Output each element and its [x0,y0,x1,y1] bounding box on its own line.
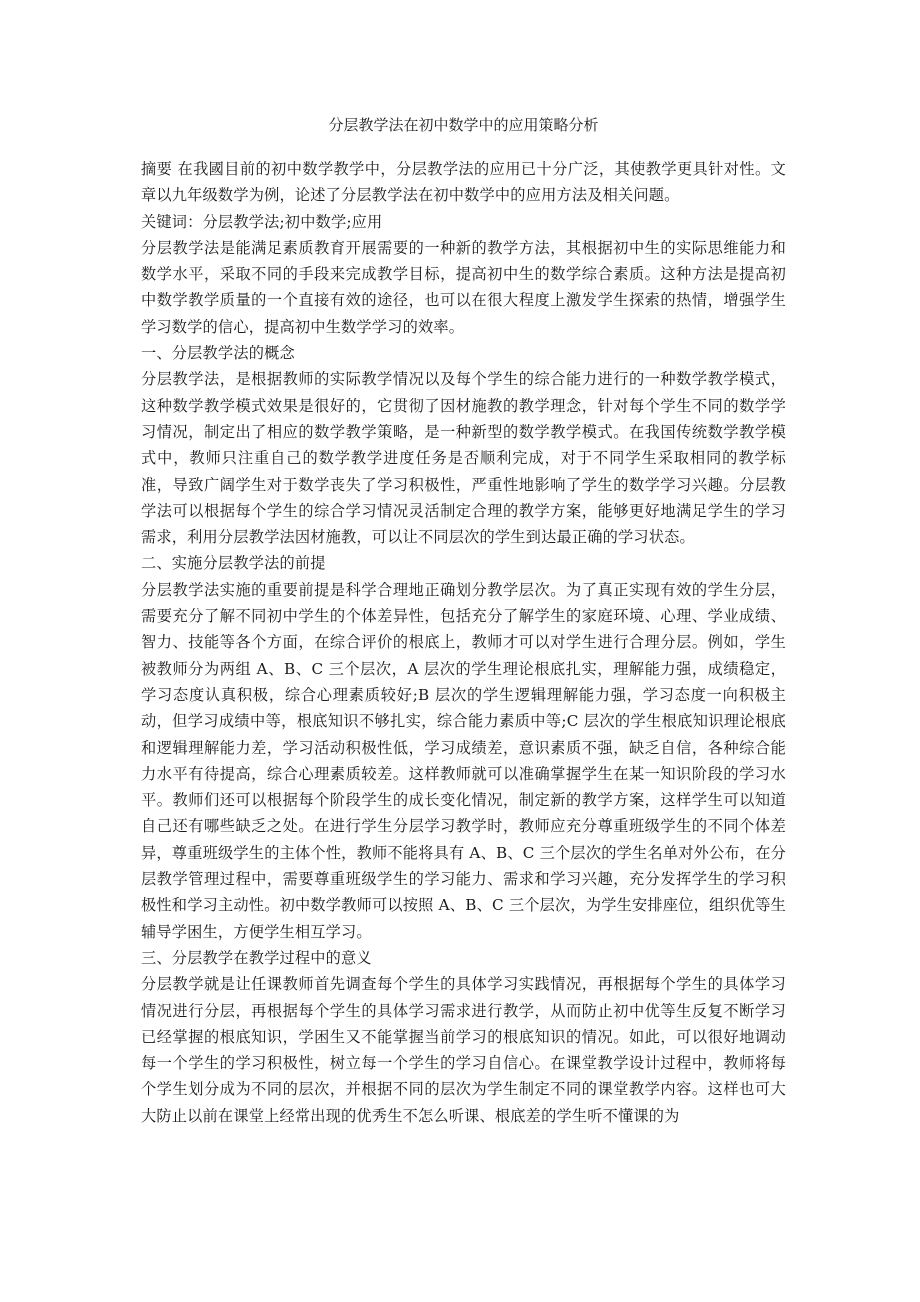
section-heading-2: 二、实施分层教学法的前提 [141,554,326,573]
abstract-label: 摘要 [141,160,173,178]
section-body-3: 分层教学就是让任课教师首先调查每个学生的具体学习实践情况，再根据每个学生的具体学习情况进行分层，再根据每个学生的具体学习需求进行教学，从而防止初中优等生反复不断学习已经掌握的根底知识，学困生又不能掌握当前学习的根底知识的情况。如此，可以很好地调动每一个学生的学习积极性，树立每一个学生的学习自信心。在课堂教学设计过程中，教师将每个学生划分成为不同的层次，并根据不同的层次为学生制定不同的课堂教学内容。这样也可大大防止以前在课堂上经常出现的优秀生不怎么听课、根底差的学生听不懂课的为 [141,975,786,1125]
section-heading-3: 三、分层教学在教学过程中的意义 [141,948,372,967]
section-heading-1: 一、分层教学法的概念 [141,344,295,363]
section-body-1: 分层教学法，是根据教师的实际教学情况以及每个学生的综合能力进行的一种数学教学模式，这种数学教学模式效果是很好的，它贯彻了因材施教的教学理念，针对每个学生不同的数学学习情况，制定出了相应的数学教学策略，是一种新型的数学教学模式。在我国传统数学教学模式中，教师只注重自己的数学教学进度任务是否顺利完成，对于不同学生采取相同的教学标准，导致广阔学生对于数学丧失了学习积极性，严重性地影响了学生的数学学习兴趣。分层教学法可以根据每个学生的综合学习情况灵活制定合理的教学方案，能够更好地满足学生的学习需求，利用分层教学法因材施教，可以让不同层次的学生到达最正确的学习状态。 [141,370,786,547]
keywords: 关键词：分层教学法;初中数学;应用 [141,212,383,231]
document-title: 分层教学法在初中数学中的应用策略分析 [328,116,599,134]
abstract [141,156,786,209]
document-page [141,112,786,1129]
section-body-2: 分层教学法实施的重要前提是科学合理地正确划分教学层次。为了真正实现有效的学生分层，需要充分了解不同初中学生的个体差异性，包括充分了解学生的家庭环境、心理、学业成绩、智力、技能等各个方面，在综合评价的根底上，教师才可以对学生进行合理分层。例如，学生被教师分为两组 A、B、C 三个层次，A 层次的学生理论根底扎实，理解能力强，成绩稳定，学习态度认真积极，综合心理素质较好;B 层次的学生逻辑理解能力强，学习态度一向积极主动，但学习成绩中等，根底知识不够扎实，综合能力素质中等;C 层次的学生根底知识理论根底和逻辑理解能力差，学习活动积极性低，学习成绩差，意识素质不强，缺乏自信，各种综合能力水平有待提高，综合心理素质较差。这样教师就可以准确掌握学生在某一知识阶段的学习水平。教师们还可以根据每个阶段学生的成长变化情况，制定新的教学方案，这样学生可以知道自己还有哪些缺乏之处。在进行学生分层学习教学时，教师应充分尊重班级学生的不同个体差异，尊重班级学生的主体个性，教师不能将具有 A、B、C 三个层次的学生名单对外公布，在分层教学管理过程中，需要尊重班级学生的学习能力、需求和学习兴趣，充分发挥学生的学习积极性和学习主动性。初中数学教师可以按照 A、B、C 三个层次，为学生安排座位，组织优等生辅导学困生，方便学生相互学习。 [141,580,786,941]
intro-paragraph: 分层教学法是能满足素质教育开展需要的一种新的教学方法，其根据初中生的实际思维能力和数学水平，采取不同的手段来完成教学目标，提高初中生的数学综合素质。这种方法是提高初中数学教学质量的一个直接有效的途径，也可以在很大程度上激发学生探索的热情，增强学生学习数学的信心，提高初中生数学学习的效率。 [141,238,786,336]
abstract-text: 在我國目前的初中数学教学中，分层教学法的应用已十分广泛，其使教学更具针对性。文章以九年级数学为例，论述了分层教学法在初中数学中的应用方法及相关问题。 [141,160,786,205]
